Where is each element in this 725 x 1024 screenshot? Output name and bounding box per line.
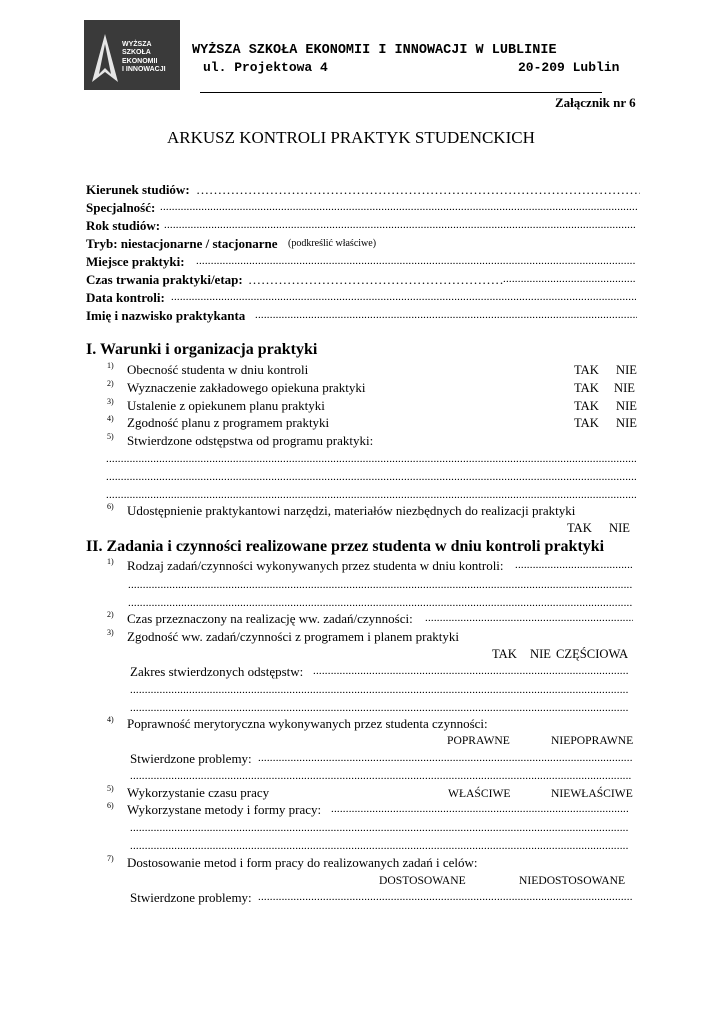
field-kierunek-label: Kierunek studiów: bbox=[86, 182, 190, 197]
school-name: WYŻSZA SZKOŁA EKONOMII I INNOWACJI W LUBLINIE bbox=[192, 43, 557, 58]
s2-item-6-text: Wykorzystane metody i formy pracy: bbox=[127, 802, 322, 817]
s1-item-3-yes[interactable]: TAK bbox=[574, 399, 599, 413]
s1-item-3-num: 3) bbox=[107, 397, 114, 406]
s2-item-7-opt-niedostosowane[interactable]: NIEDOSTOSOWANE bbox=[519, 874, 626, 887]
s2-item-1-line-1[interactable] bbox=[128, 579, 632, 591]
field-rok-label: Rok studiów: bbox=[86, 218, 161, 233]
attachment-label: Załącznik nr 6 bbox=[555, 95, 636, 110]
field-rok-line[interactable] bbox=[164, 219, 636, 231]
s1-item-4-yes[interactable]: TAK bbox=[574, 416, 599, 430]
s2-item-7-line[interactable] bbox=[258, 891, 633, 903]
field-imie-label: Imię i nazwisko praktykanta bbox=[86, 308, 246, 323]
s1-item-1-no[interactable]: NIE bbox=[616, 363, 637, 377]
s1-item-5-text: Stwierdzone odstępstwa od programu praktyki: bbox=[127, 433, 374, 448]
s1-item-2-no[interactable]: NIE bbox=[614, 381, 635, 395]
s2-item-2-line[interactable] bbox=[425, 612, 633, 624]
s2-item-3-line-2[interactable] bbox=[130, 702, 629, 714]
s2-item-1-num: 1) bbox=[107, 557, 114, 566]
s2-item-5-opt-niewlasciwe[interactable]: NIEWŁAŚCIWE bbox=[551, 787, 633, 800]
s1-item-1-yes[interactable]: TAK bbox=[574, 363, 599, 377]
s2-item-4-opt-poprawne[interactable]: POPRAWNE bbox=[447, 734, 510, 747]
s2-item-1-line-0[interactable] bbox=[515, 559, 633, 571]
s2-item-6-line-0[interactable] bbox=[331, 803, 629, 815]
s1-item-4-num: 4) bbox=[107, 414, 114, 423]
s1-item-3-text: Ustalenie z opiekunem planu praktyki bbox=[127, 398, 325, 413]
field-tryb-note: (podkreślić właściwe) bbox=[288, 238, 377, 249]
field-tryb-label[interactable]: Tryb: niestacjonarne / stacjonarne bbox=[86, 236, 278, 251]
s2-item-5-opt-wlasciwe[interactable]: WŁAŚCIWE bbox=[448, 787, 511, 800]
s2-item-3-sub: Zakres stwierdzonych odstępstw: bbox=[130, 664, 304, 679]
s2-item-4-line-1[interactable] bbox=[130, 770, 632, 782]
s2-item-5-text: Wykorzystanie czasu pracy bbox=[127, 785, 270, 800]
s1-item-1-text: Obecność studenta w dniu kontroli bbox=[127, 362, 309, 377]
s2-item-4-line-0[interactable] bbox=[258, 752, 632, 764]
s2-item-7-num: 7) bbox=[107, 854, 114, 863]
s2-item-7-text: Dostosowanie metod i form pracy do realizowanych zadań i celów: bbox=[127, 855, 478, 870]
s2-item-1-text: Rodzaj zadań/czynności wykonywanych przez studenta w dniu kontroli: bbox=[127, 558, 504, 573]
school-postal-city: 20-209 Lublin bbox=[518, 60, 620, 75]
s1-item-6-no[interactable]: NIE bbox=[609, 521, 630, 535]
s1-item-2-yes[interactable]: TAK bbox=[574, 381, 599, 395]
section-1-heading: I. Warunki i organizacja praktyki bbox=[86, 341, 318, 358]
s1-item-6-text: Udostępnienie praktykantowi narzędzi, materiałów niezbędnych do realizacji praktyki bbox=[127, 503, 576, 518]
s2-item-3-line-1[interactable] bbox=[130, 684, 629, 696]
section-2-heading: II. Zadania i czynności realizowane przez studenta w dniu kontroli praktyki bbox=[86, 538, 605, 555]
s2-item-2-num: 2) bbox=[107, 610, 114, 619]
s1-item-3-no[interactable]: NIE bbox=[616, 399, 637, 413]
field-czas-label: Czas trwania praktyki/etap: bbox=[86, 272, 243, 287]
field-specjalnosc-label: Specjalność: bbox=[86, 200, 156, 215]
s2-item-7-sub: Stwierdzone problemy: bbox=[130, 890, 252, 905]
s1-item-5-line-2[interactable] bbox=[106, 471, 636, 483]
school-logo bbox=[84, 20, 180, 90]
field-czas-line-a[interactable] bbox=[248, 272, 503, 288]
s2-item-3-opt-tak[interactable]: TAK bbox=[492, 647, 517, 661]
school-address: ul. Projektowa 4 bbox=[203, 60, 328, 75]
s2-item-5-num: 5) bbox=[107, 784, 114, 793]
s2-item-4-sub: Stwierdzone problemy: bbox=[130, 751, 252, 766]
s1-item-1-num: 1) bbox=[107, 361, 114, 370]
s1-item-4-text: Zgodność planu z programem praktyki bbox=[127, 415, 330, 430]
field-miejsce-label: Miejsce praktyki: bbox=[86, 254, 185, 269]
s2-item-3-num: 3) bbox=[107, 628, 114, 637]
header-divider bbox=[200, 92, 602, 93]
s2-item-3-line-0[interactable] bbox=[313, 665, 629, 677]
s2-item-6-line-1[interactable] bbox=[130, 822, 629, 834]
s1-item-5-line-3[interactable] bbox=[106, 489, 636, 501]
s1-item-4-no[interactable]: NIE bbox=[616, 416, 637, 430]
s1-item-6-num: 6) bbox=[107, 502, 114, 511]
logo-triangle-icon bbox=[90, 32, 120, 84]
field-kierunek-line[interactable] bbox=[196, 182, 640, 198]
page-title: ARKUSZ KONTROLI PRAKTYK STUDENCKICH bbox=[167, 128, 535, 147]
s2-item-7-opt-dostosowane[interactable]: DOSTOSOWANE bbox=[379, 874, 466, 887]
s2-item-4-opt-niepoprawne[interactable]: NIEPOPRAWNE bbox=[551, 734, 634, 747]
logo-text: WYŻSZA SZKOŁA EKONOMII I INNOWACJI bbox=[122, 41, 166, 73]
field-data-label: Data kontroli: bbox=[86, 290, 165, 305]
s2-item-6-num: 6) bbox=[107, 801, 114, 810]
s2-item-4-num: 4) bbox=[107, 715, 114, 724]
s1-item-2-text: Wyznaczenie zakładowego opiekuna praktyki bbox=[127, 380, 366, 395]
s2-item-4-text: Poprawność merytoryczna wykonywanych przez studenta czynności: bbox=[127, 716, 488, 731]
field-miejsce-line[interactable] bbox=[196, 255, 636, 267]
field-czas-line-b[interactable] bbox=[503, 273, 636, 285]
s1-item-2-num: 2) bbox=[107, 379, 114, 388]
field-imie-line[interactable] bbox=[255, 309, 637, 321]
s2-item-3-text: Zgodność ww. zadań/czynności z programem i planem praktyki bbox=[127, 629, 459, 644]
s1-item-5-num: 5) bbox=[107, 432, 114, 441]
s2-item-3-opt-nie[interactable]: NIE bbox=[530, 647, 551, 661]
s1-item-5-line-1[interactable] bbox=[106, 453, 636, 465]
s1-item-6-yes[interactable]: TAK bbox=[567, 521, 592, 535]
s2-item-2-text: Czas przeznaczony na realizację ww. zadań/czynności: bbox=[127, 611, 413, 626]
s2-item-6-line-2[interactable] bbox=[130, 840, 629, 852]
field-data-line[interactable] bbox=[171, 291, 636, 303]
s2-item-3-opt-czesciowa[interactable]: CZĘŚCIOWA bbox=[556, 647, 629, 661]
s2-item-1-line-2[interactable] bbox=[128, 597, 632, 609]
field-specjalnosc-line[interactable] bbox=[160, 201, 637, 213]
